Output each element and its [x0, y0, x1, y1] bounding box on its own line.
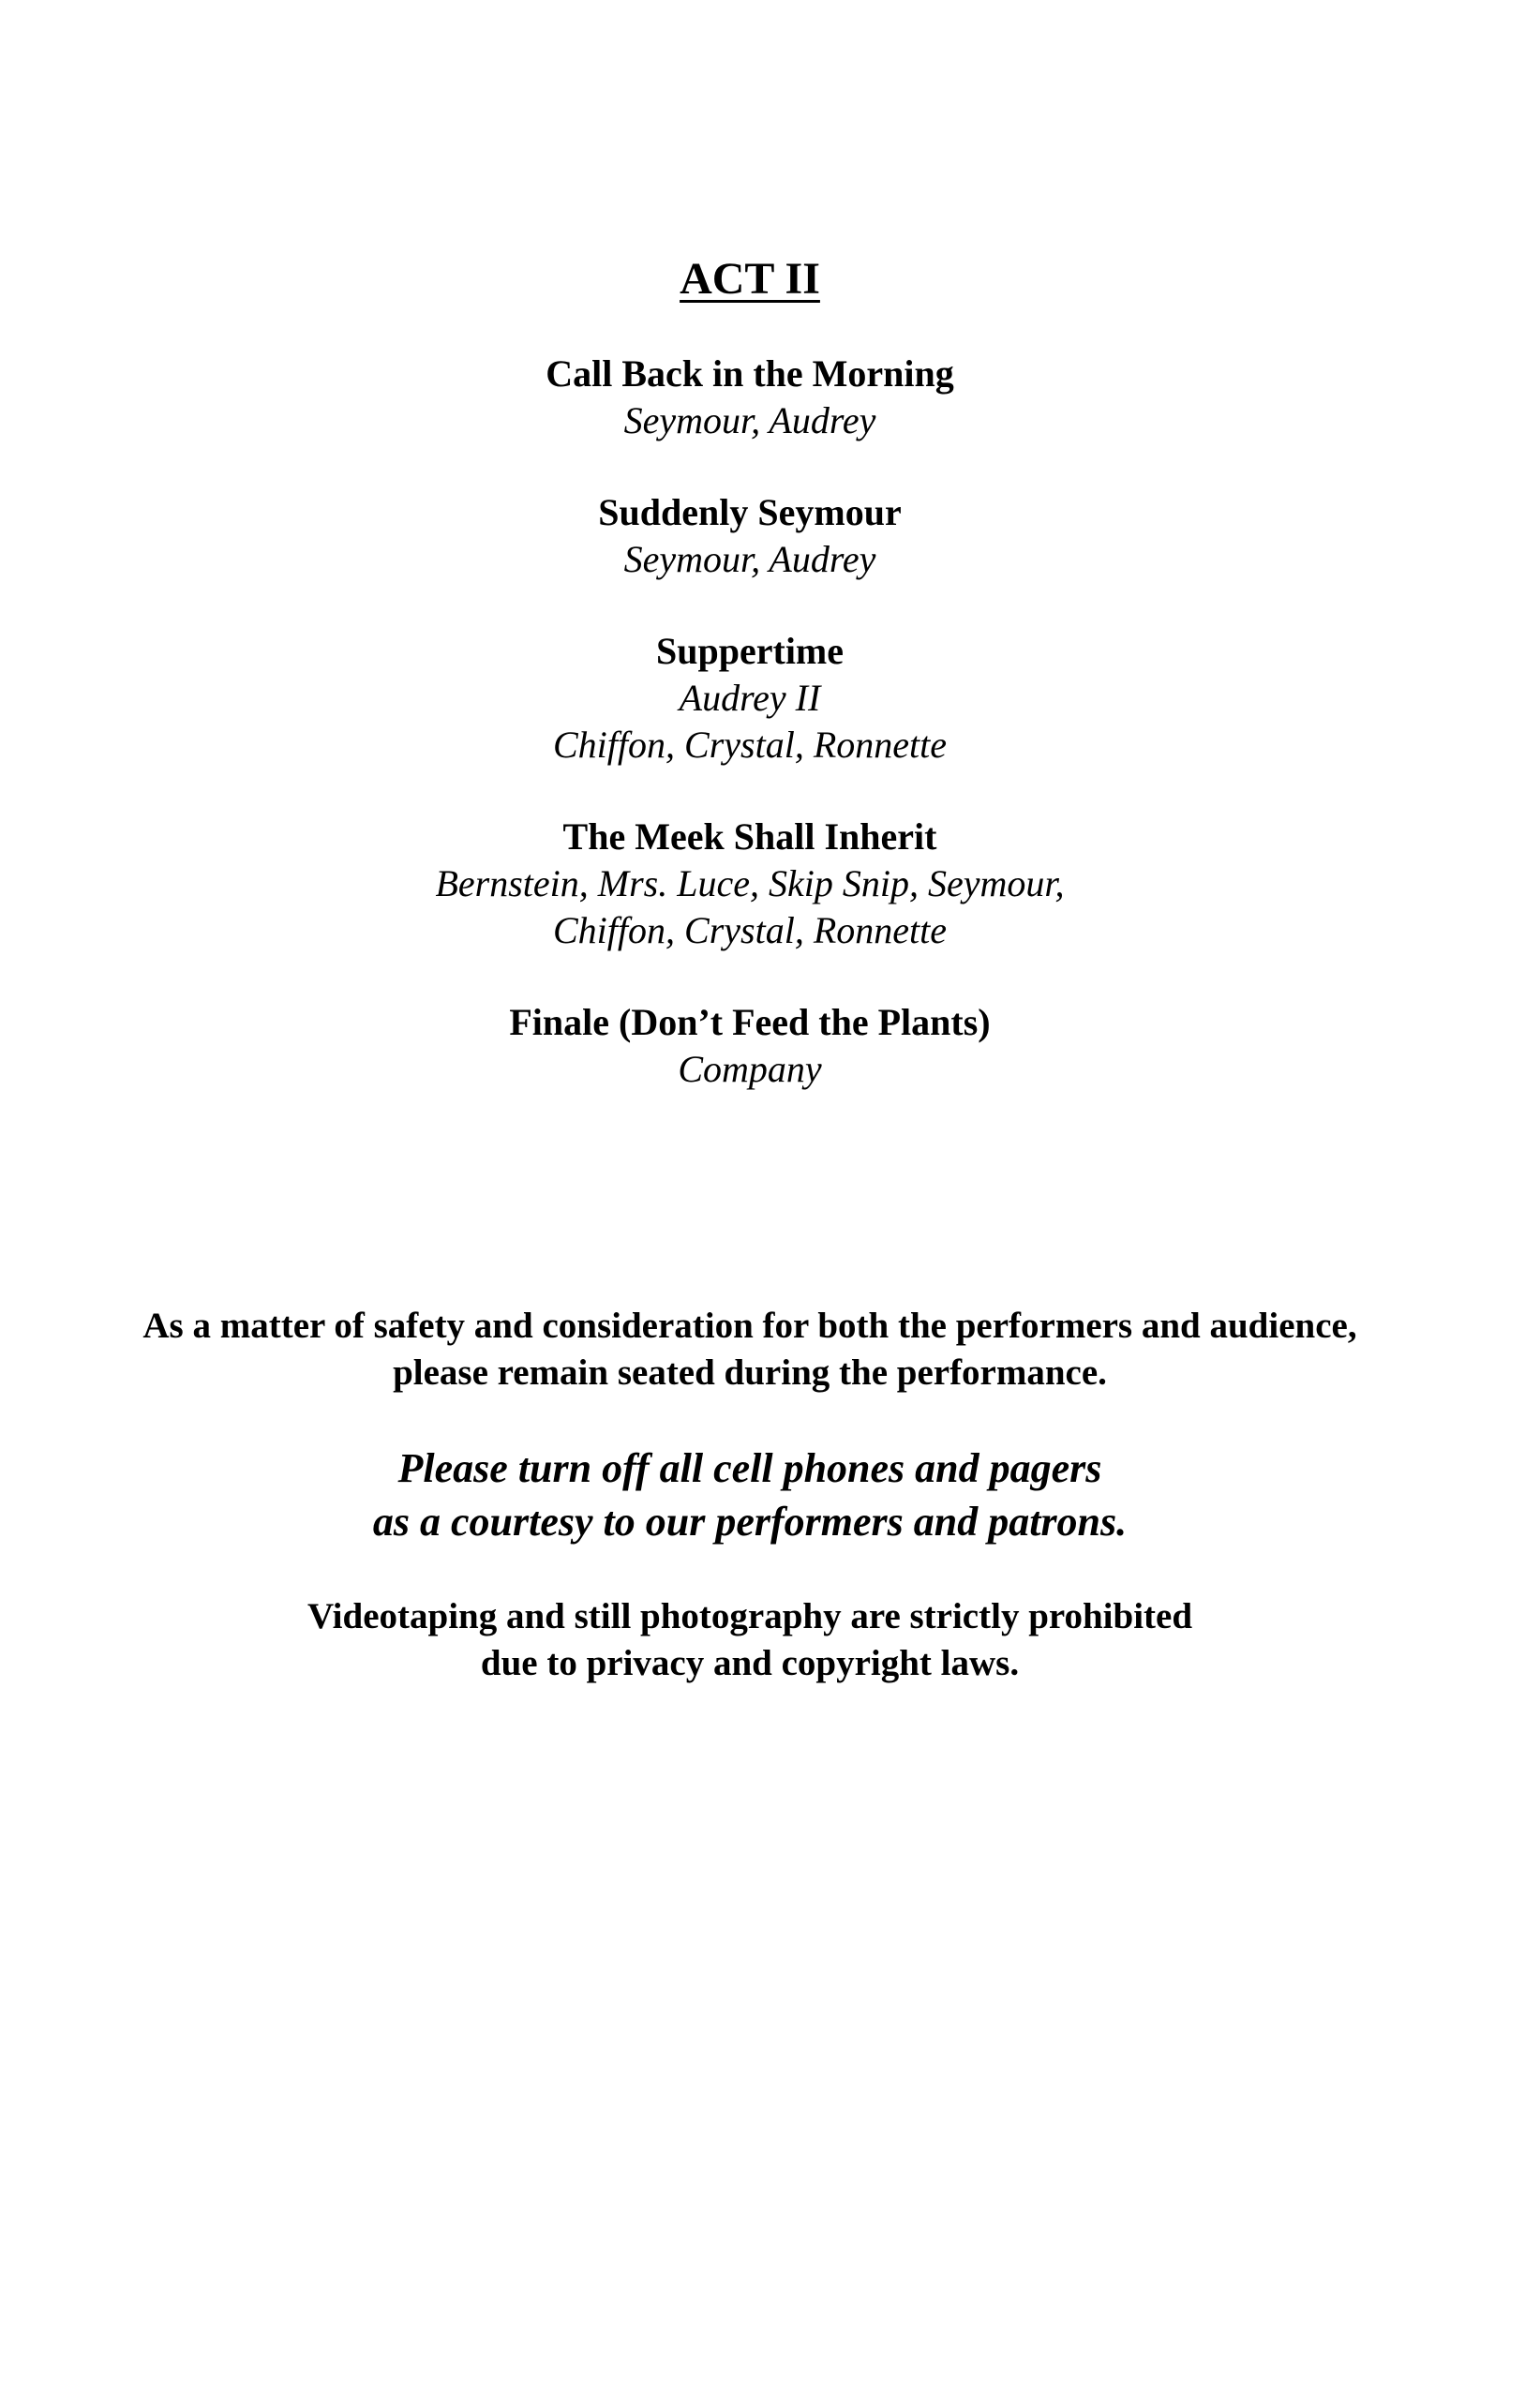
song-singers: Seymour, Audrey [623, 538, 876, 580]
song-title: Call Back in the Morning [546, 352, 954, 395]
song-item [0, 489, 1500, 583]
song-singers: Chiffon, Crystal, Ronnette [553, 909, 947, 951]
notice-line: as a courtesy to our performers and patrons. [372, 1499, 1128, 1545]
song-singers: Chiffon, Crystal, Ronnette [553, 724, 947, 766]
song-title: Finale (Don’t Feed the Plants) [509, 1001, 991, 1043]
song-title: Suppertime [656, 630, 844, 672]
song-title: The Meek Shall Inherit [562, 815, 937, 858]
notice-line: As a matter of safety and consideration for both the performers and audience, [142, 1306, 1357, 1346]
song-item [0, 999, 1500, 1093]
notice-line: due to privacy and copyright laws. [480, 1643, 1020, 1683]
song-item [0, 628, 1500, 769]
notice-line: Videotaping and still photography are strictly prohibited [307, 1596, 1193, 1636]
song-singers: Bernstein, Mrs. Luce, Skip Snip, Seymour, [435, 862, 1065, 904]
song-singers: Company [678, 1048, 822, 1090]
safety-notice [0, 1303, 1500, 1397]
notice-line: Please turn off all cell phones and pagers [397, 1445, 1102, 1491]
song-singers: Audrey II [679, 677, 821, 719]
song-item [0, 351, 1500, 444]
notice-line: please remain seated during the performance. [393, 1352, 1107, 1393]
song-item [0, 814, 1500, 954]
recording-notice [0, 1593, 1500, 1687]
song-title: Suddenly Seymour [598, 491, 902, 533]
phones-notice [0, 1441, 1500, 1548]
audience-notices [0, 1303, 1500, 1732]
act-title: ACT II [680, 254, 820, 304]
song-singers: Seymour, Audrey [623, 399, 876, 441]
song-list [0, 351, 1500, 1138]
